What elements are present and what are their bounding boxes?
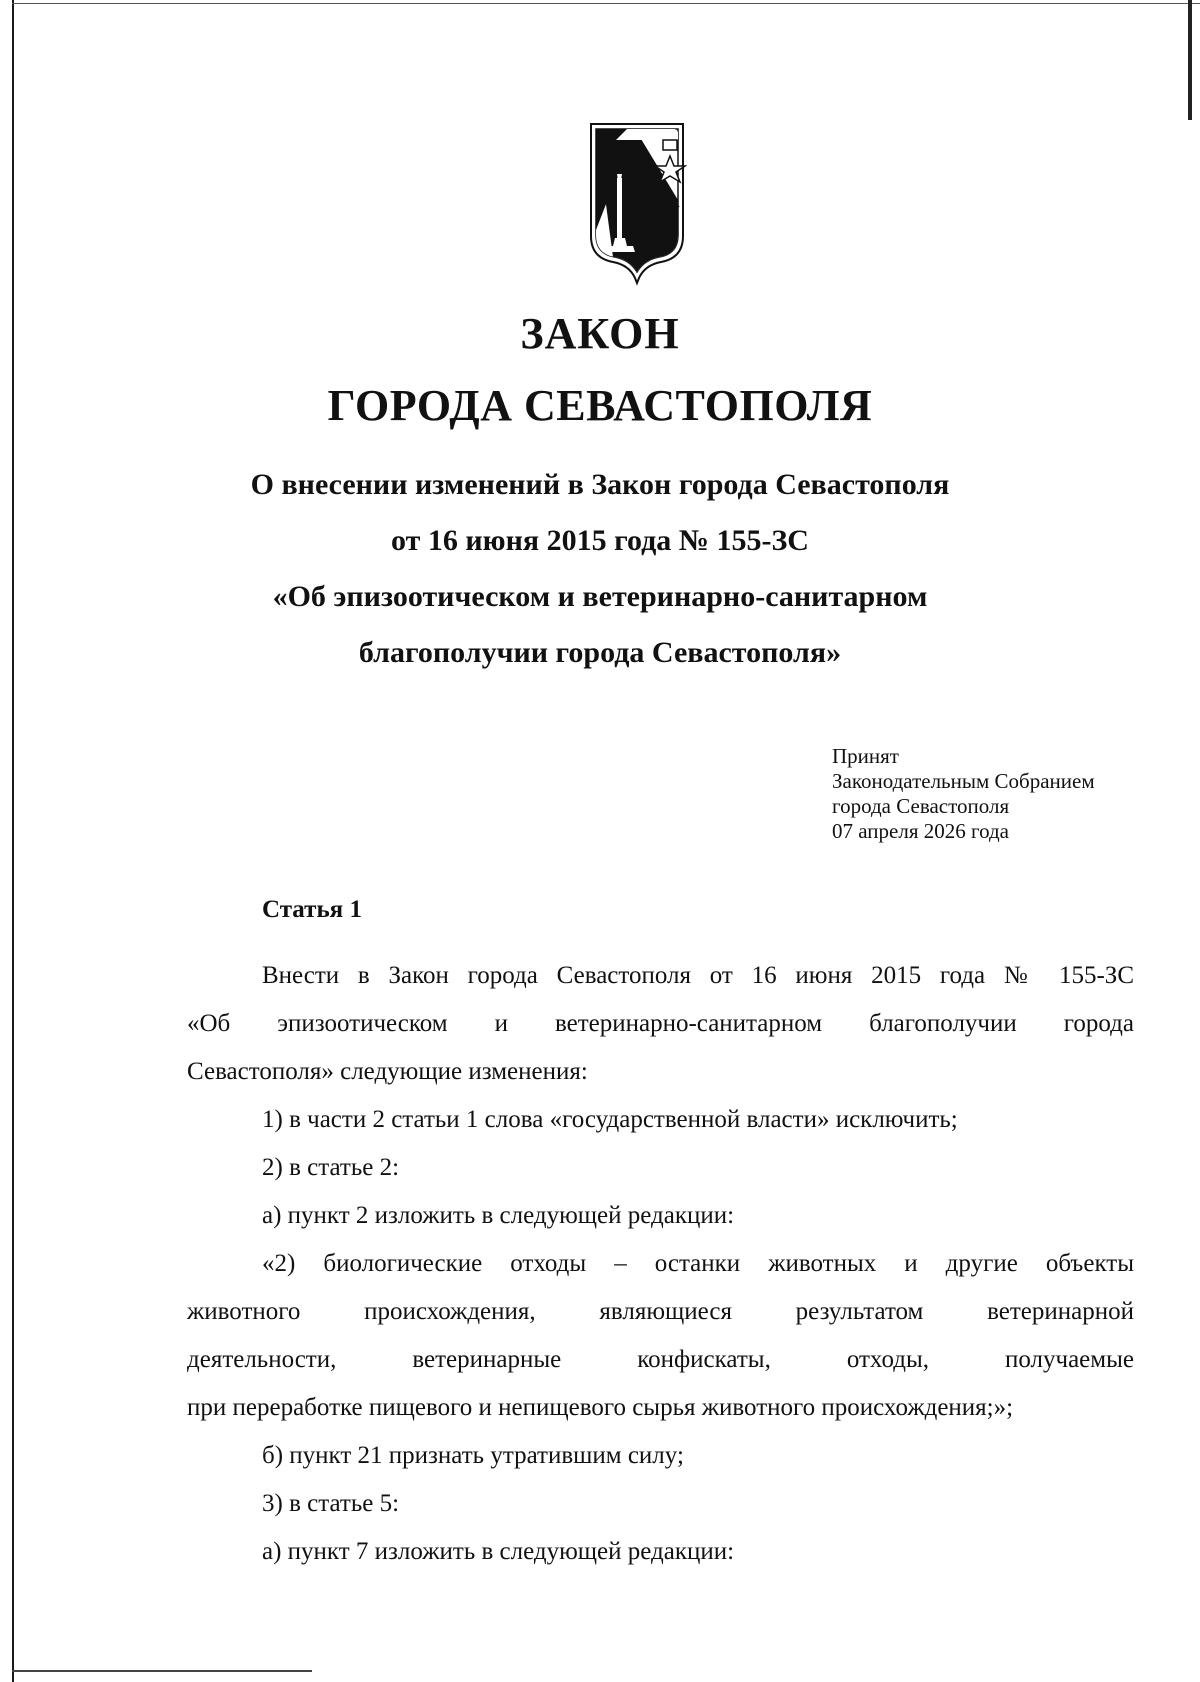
body-line: Внести в Закон города Севастополя от 16 июня 2015 года № 155-ЗС	[262, 962, 1134, 989]
body-line: а) пункт 7 изложить в следующей редакции:	[262, 1538, 735, 1565]
adoption-line: Законодательным Собранием	[832, 769, 1095, 793]
subtitle-line: О внесении изменений в Закон города Севастополя	[250, 468, 950, 501]
body-line: «Об эпизоотическом и ветеринарно-санитарном благополучии города	[187, 1010, 1134, 1037]
scan-mark-right	[1188, 0, 1192, 120]
subtitle-line: «Об эпизоотическом и ветеринарно-санитарном	[272, 580, 928, 613]
body-line: при переработке пищевого и непищевого сырья животного происхождения;»;	[187, 1394, 1014, 1421]
adoption-line: города Севастополя	[832, 794, 1010, 818]
article-heading: Статья 1	[262, 896, 362, 923]
body-line: 1) в части 2 статьи 1 слова «государственной власти» исключить;	[262, 1106, 958, 1133]
law-city-title: ГОРОДА СЕВАСТОПОЛЯ	[327, 381, 873, 430]
body-line: 3) в статье 5:	[262, 1490, 400, 1517]
scan-edge-top	[12, 3, 1200, 4]
law-title: ЗАКОН	[520, 309, 680, 358]
body-line: 2) в статье 2:	[262, 1154, 400, 1181]
scan-edge-left	[12, 0, 14, 1682]
body-line: Севастополя» следующие изменения:	[187, 1058, 588, 1085]
body-line: животного происхождения, являющиеся результатом ветеринарной	[187, 1298, 1134, 1325]
adoption-block	[832, 744, 1172, 844]
subtitle-line: от 16 июня 2015 года № 155-ЗС	[391, 524, 809, 557]
body-line: б) пункт 21 признать утратившим силу;	[262, 1442, 684, 1469]
subtitle-line: благополучии города Севастополя»	[358, 636, 842, 669]
body-line: деятельности, ветеринарные конфискаты, отходы, получаемые	[187, 1346, 1134, 1373]
adoption-line: Принят	[832, 744, 899, 768]
body-line: «2) биологические отходы – останки животных и другие объекты	[262, 1250, 1134, 1277]
body-line: а) пункт 2 изложить в следующей редакции:	[262, 1202, 735, 1229]
adoption-date: 07 апреля 2026 года	[832, 819, 1009, 843]
coat-of-arms-icon	[587, 120, 687, 290]
scan-edge-bottom	[12, 1670, 312, 1672]
